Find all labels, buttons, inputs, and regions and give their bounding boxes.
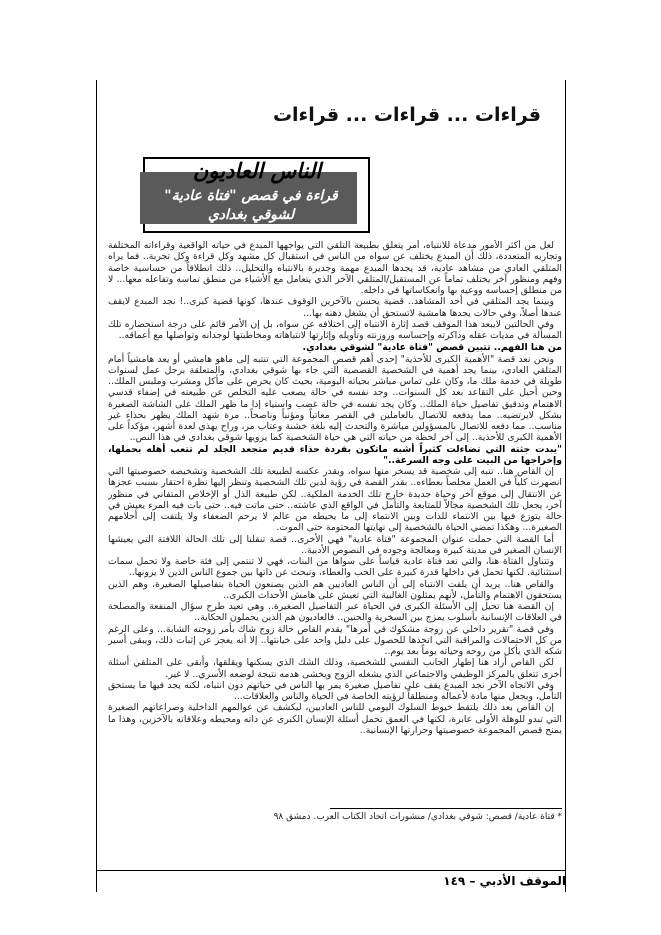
footer-separator: – <box>469 874 476 888</box>
footnote-divider <box>330 808 562 809</box>
paragraph: وتتناول الفتاة هنا، والتي تعد فتاة عادية قياساً على سواها من البنات، فهي لا تنتمي إلى فئة خاصة ولا تحمل سمات استثنائية. لكنها تحمل في داخلها قدرة كبيرة على الحب والعطاء، وتبحث عن ذاتها بين جموع الناس الذين لا يرونها.. <box>108 556 562 579</box>
paragraph: إن القاص بعد ذلك يلتقط خيوط السلوك اليومي للناس العاديين، ليكشف عن عوالمهم الداخلية وصراعاتهم الصغيرة التي تبدو للوهلة الأولى عابرة، لكنها في العمق تحمل أسئلة الإنسان الكبرى عن ذاته ومحيطه وعلاقاته بالآخرين، وهذا ما يمنح قصص المجموعة خصوصيتها وحرارتها الإنسانية.. <box>108 702 562 736</box>
paragraph: إن القاص هنا.. تنبه إلى شخصية قد يسخر منها سواه، وبقدر عكسه لطبيعة تلك الشخصية وتشخيصه خصوصيتها التي انصهرت كلياً في العمل مخلصاً بعطاءه.. بقدر القصة في رؤية لدين تلك الشخصية وتنظر إليها نظرة احتقار بسبب عجزها عن الانتقال إلى موقع آخر وحياة جديدة خارج تلك الخدمة الملكية.. لكن طبيعة الذل أو الإخلاص المتفاني في منظور آخر، يجعل تلك الشخصية مجالاً للمتابعة والتأمل في الواقع الذي عاشته.. حتى ماتت فيه.. حتى بات فيه المرء يعيش في حالة يتوزع فيها بين الانتماء للذات وبين الانتماء إلى ما يحيطه من عالم لا يرحم الضعفاء ولا يلتفت إلى أحلامهم الصغيرة... وهكذا تمضي الحياة بالشخصية إلى نهايتها المحتومة حتى الموت. <box>108 466 562 534</box>
magazine-name: الموقف الأدبي <box>479 874 566 888</box>
article-body <box>108 240 562 788</box>
footer-divider <box>96 870 566 871</box>
section-title: قراءات ... قراءات ... قراءات <box>272 104 541 126</box>
paragraph: وفي الحالتين لايبعد هذا الموقف قصد إثارة الانتباه إلى اختلافه عن سواه، بل إن الأمر قائم على درجة استحضاره تلك المسألة في مديات عقله وذاكرته وإحساسه وروزنته وتأويله وإثارتها لانتباهاته ومخاطبتها لوجدانه وتواصلها مع أعماقه.. <box>108 318 562 341</box>
page-footer <box>96 874 566 888</box>
paragraph: ونحن نعد قصة "الأهمية الكبرى للأحذية" إحدى أهم قصص المجموعة التي تنتبه إلى ماهو هامشي أو يعد هامشياً أمام المتلقي العادي، بينما يجد أهمية في الشخصية القصصية التي جاء بها شوقي بغدادي، والمتعلقة برجل عمل لسنوات طويلة في خدمة ملك ما، وكان على تماس مباشر بحياته اليومية، بحيث كان يحرص على مأكل ومشرب وملبس الملك.. وحين أحيل على التقاعد بعد كل السنوات.. وجد نفسه في حالة يصعب عليه التخلص عن طبيعته في إضفاء قدسي الاهتمام وتدقيق تفاصيل حياة الملك.. وكان يجد نفسه في حالة غضب واستياء إذا ما ظهر الملك على الشاشة الصغيرة بشكل لايرتضيه.. مما يدفعه للاتصال بالعاملين في القصر معاتباً ومؤنباً وناصحاً.. مرة شهد الملك يظهر بحذاء غير مناسب.. مما دفعه للاتصال بالمسؤولين مباشرة والتحدث إليه بلغة خشنة وعتاب مر، وراح يهذي لعدة أشهر، مؤكداً على الأهمية الكبرى للأحذية.. إلى آخر لحظة من حياته التي هي حياة الشخصية كما يرويها شوقي بغدادي في هذا النص.. <box>108 353 562 444</box>
footnote-mark: * <box>557 812 562 822</box>
paragraph: وبينما يجد المتلقي في أحد المشاهد.. قضية يحسن بالآخرين الوقوف عندها، كونها قضية كبرى..! نجد المبدع لايقف عندها أصلاً، وفي حالات يجدها هامشية لاتستحق أن يشغل ذهنه بها... <box>108 296 562 319</box>
footnote <box>200 812 562 822</box>
paragraph: وفي الاتجاه الآخر نجد المبدع يقف على تفاصيل صغيرة يمر بها الناس في حياتهم دون انتباه، لكنه يجد فيها ما يستحق التأمل، ويجعل منها مادة لأعماله ومنطلقاً لرؤيته الخاصة في الحياة والناس والعلاقات... <box>108 679 562 702</box>
pull-quote: "يبدت جثته التي تضاءلت كثيراً أشبه ماتكون بفردة حذاء قديم متجعد الجلد لم تتعب أهله بحملها، وإخراجها من البيت على وجه السرعة.." <box>108 443 562 466</box>
footnote-text: قتاة عادية/ قصص: شوقي بغدادي/ منشورات اتحاد الكتاب العرب. دمشق ٩٨ <box>273 812 555 822</box>
subheading: من هنا الفهم.. تتبين قصص "فتاة عادية" لشوقي بغدادي. <box>302 342 562 354</box>
paragraph: إن القصة هنا تحيل إلى الأسئلة الكبرى في الحياة عبر التفاصيل الصغيرة.. وهي تعيد طرح سؤال المنفعة والمصلحة في العلاقات الإنسانية بأسلوب يمزج بين السخرية والحنين.. فالعاديون هم الذين يحملون الحكاية.. <box>108 601 562 624</box>
page-number: ١٤٩ <box>443 874 466 888</box>
article-title: الناس العاديون <box>192 158 322 183</box>
paragraph: لعل من أكثر الأمور مدعاة للانتباه، أمر يتعلق بطبيعة التلقي التي يواجهها المبدع في حياته الواقعية وقراءاته المختلفة وتجاربه المتعددة، ذلك أن المبدع يختلف عن سواه من الناس في استقبال كل مشهد وكل قراءة وكل تجربة.. فما يراه المتلقي العادي من مشاهد عادية، قد يجدها المبدع مهمة وجديرة بالانتباه والتحليل.. ذلك انطلاقاً من حساسية خاصة وفهم ومنظور آخر يختلف تماماً عن المستقبل/المتلقي الآخر الذي يتعامل مع الأشياء من منطق تماسه وتفاعله معها... لا من منطلق إحساسه ووعيه بها وانعكاساتها في داخله. <box>108 240 562 296</box>
paragraph: وفي قصة "تقرير داخلي عن زوجة مشكوك في أمرها" يقدم القاص حالة زوج شاك بأمر زوجته الشابة... وعلى الرغم من كل الاحتمالات والمراقبة التي اتخذها للحصول على دليل واحد على خيانتها.. إلا أنه يعجز عن إثبات ذلك، ويبقى أسير شكه الذي يأكل من روحه وحياته يوماً بعد يوم.. <box>108 623 562 657</box>
article-subtitle: قراءة في قصص "فتاة عادية" لشوقي بغدادي <box>164 188 338 223</box>
paragraph: والقاص هنا.. يريد أن يلفت الانتباه إلى أن الناس العاديين هم الذين يصنعون الحياة بتفاصيلها الصغيرة، وهم الذين يستحقون الاهتمام والتأمل، لأنهم يمثلون الغالبية التي تعيش على هامش الأحداث الكبرى.. <box>108 578 562 601</box>
paragraph: لكن القاص أراد هنا إظهار الجانب النفسي للشخصية، وذلك الشك الذي يسكنها ويقلقها، وأبقى على المتلقي أسئلة أخرى تتعلق بالمركز الوظيفي والاجتماعي الذي يشغله الزوج ويخشى هدمه نتيجة لوضعه الأسري.. لا غير. <box>108 657 562 680</box>
paragraph: أما القصة التي حملت عنوان المجموعة "فتاة عادية" فهي الأخرى.. قصة تنقلنا إلى تلك الحالة اللافتة التي يعيشها الإنسان الصغير في مدينة كبيرة ومعالجة وجوده في النصوص الأدبية.. <box>108 533 562 556</box>
